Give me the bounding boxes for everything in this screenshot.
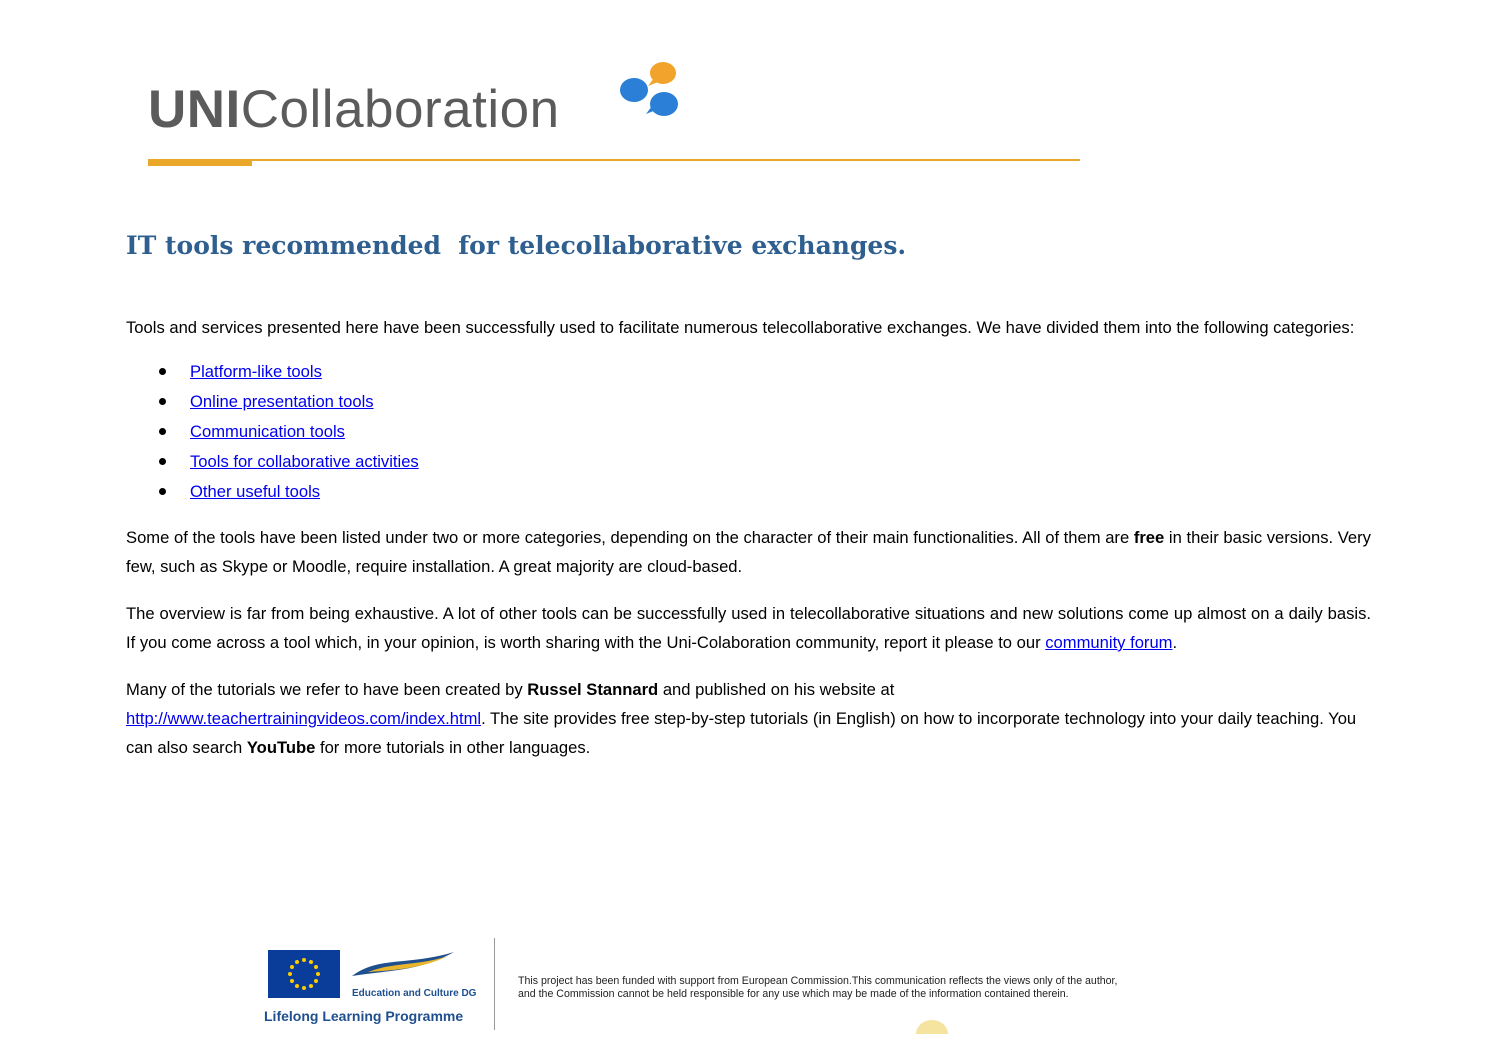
link-collaborative-activities-tools[interactable]: Tools for collaborative activities (190, 452, 419, 471)
bullet-icon (159, 368, 166, 375)
bullet-icon (159, 458, 166, 465)
p4-text-1: Many of the tutorials we refer to have been created by (126, 680, 528, 699)
document-body (126, 313, 1371, 762)
overview-paragraph (126, 599, 1371, 657)
link-communication-tools[interactable]: Communication tools (190, 422, 345, 441)
list-item (126, 477, 1371, 507)
logo-wordmark (148, 80, 560, 140)
p3-text-before: The overview is far from being exhaustive. A lot of other tools can be successfully used in telecollaborative situations and new solutions come up almost on a daily basis. If you come across a tool which, in your opinion, is worth sharing with the Uni-Colaboration community, report it please to our (126, 604, 1371, 652)
lifelong-learning-swoosh-icon (348, 946, 458, 986)
funding-disclaimer (518, 975, 1238, 1001)
header-rule (148, 158, 1080, 168)
list-item (126, 387, 1371, 417)
disclaimer-line-2: and the Commission cannot be held responsible for any use which may be made of the information contained therein. (518, 988, 1069, 1000)
bullet-icon (159, 428, 166, 435)
disclaimer-line-1: This project has been funded with support from European Commission.This communication reflects the views only of the author, (518, 975, 1118, 987)
p4-text-3: . The site provides free step-by-step tutorials (in English) on how to incorporate technology into your daily teaching. You can also search (126, 709, 1357, 757)
bullet-icon (159, 398, 166, 405)
community-forum-link[interactable]: community forum (1045, 633, 1173, 652)
categories-note-paragraph (126, 523, 1371, 581)
speech-bubbles-icon (608, 60, 688, 130)
list-item (126, 417, 1371, 447)
tutorials-paragraph (126, 675, 1371, 762)
lifelong-learning-programme-label: Lifelong Learning Programme (264, 1008, 464, 1024)
p2-bold-free: free (1133, 528, 1165, 547)
p4-bold-author: Russel Stannard (527, 680, 659, 699)
link-other-useful-tools[interactable]: Other useful tools (190, 482, 321, 501)
education-culture-dg-label: Education and Culture DG (352, 988, 477, 999)
logo-collaboration: Collaboration (240, 80, 560, 139)
link-platform-like-tools[interactable]: Platform-like tools (190, 362, 322, 381)
p2-text-after: in their basic versions. Very few, such as Skype or Moodle, require installation. A great majority are cloud-based. (126, 528, 1371, 576)
logo-uni: UNI (148, 80, 241, 139)
sun-decoration-icon (914, 1018, 950, 1034)
link-online-presentation-tools[interactable]: Online presentation tools (190, 392, 374, 411)
unicollaboration-logo (148, 60, 708, 150)
p4-bold-youtube: YouTube (246, 738, 316, 757)
list-item (126, 357, 1371, 387)
p3-text-after: . (1172, 633, 1178, 652)
p2-text-before: Some of the tools have been listed under two or more categories, depending on the character of their main functionalities. All of them are (126, 528, 1134, 547)
list-item (126, 447, 1371, 477)
p4-text-4: for more tutorials in other languages. (315, 738, 591, 757)
p4-text-2: and published on his website at (658, 680, 895, 699)
teacher-training-videos-link[interactable]: http://www.teachertrainingvideos.com/index.html (126, 709, 482, 728)
bullet-icon (159, 488, 166, 495)
header-rule-accent (148, 161, 252, 166)
page-title: IT tools recommended for telecollaborative exchanges. (126, 231, 907, 260)
footer-divider (494, 938, 495, 1030)
footer (264, 938, 1224, 1038)
category-list (126, 357, 1371, 507)
intro-paragraph: Tools and services presented here have been successfully used to facilitate numerous telecollaborative exchanges. We have divided them into the following categories: (126, 318, 1355, 337)
header-rule-line (148, 159, 1080, 161)
eu-flag-icon (268, 950, 340, 998)
